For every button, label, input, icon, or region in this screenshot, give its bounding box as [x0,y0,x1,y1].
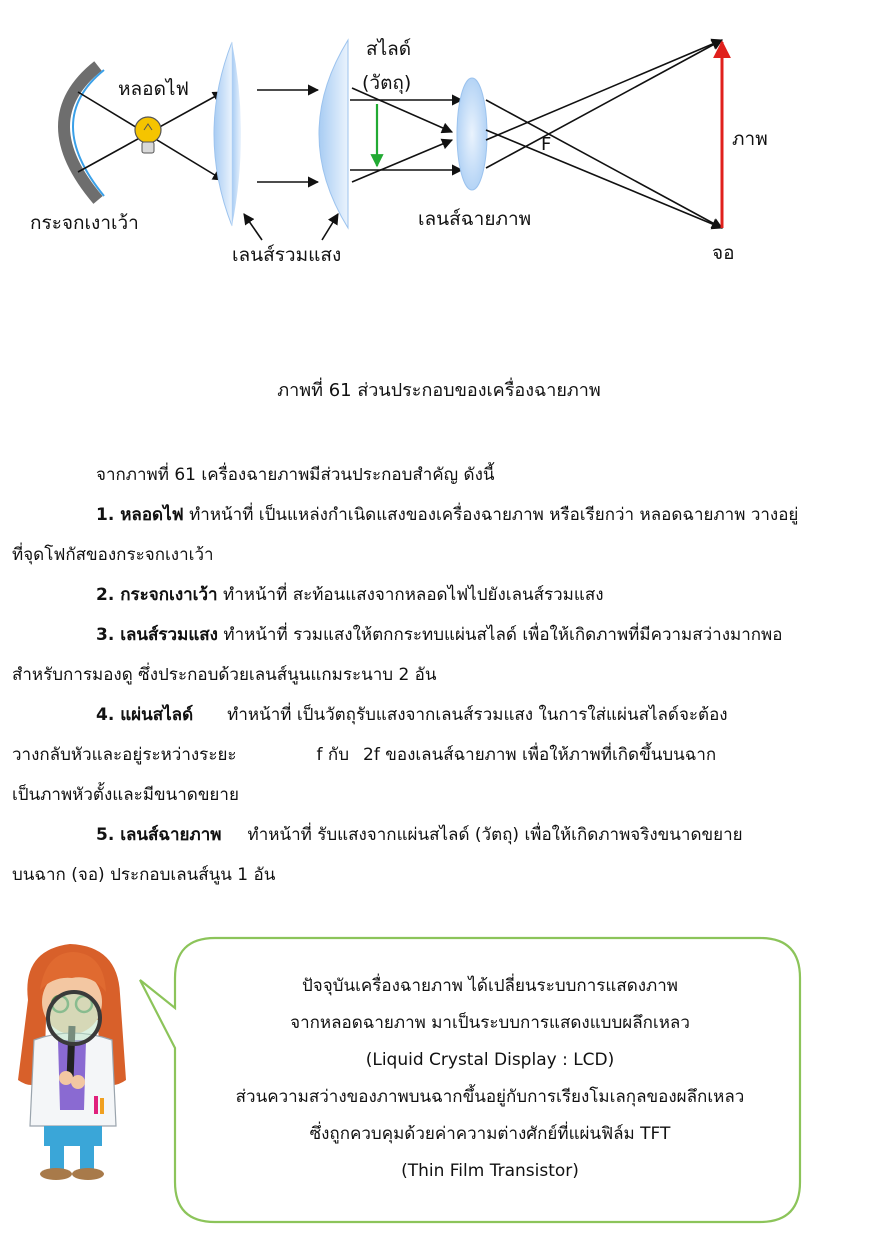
projector-diagram [0,0,878,330]
item-1 [12,495,874,535]
item-4-text-3: เป็นภาพหัวตั้งและมีขนาดขยาย [12,785,239,805]
mirror-label: กระจกเงาเว้า [30,212,139,234]
slide-rays [350,88,462,182]
note-line-2: จากหลอดฉายภาพ มาเป็นระบบการแสดงแบบผลึกเหลว [290,1013,690,1033]
image-label: ภาพ [732,128,768,150]
item-5-text: ทำหน้าที่ รับแสงจากแผ่นสไลด์ (วัตถุ) เพื่อให้เกิดภาพจริงขนาดขยาย [247,825,743,845]
note-line-5: ซึ่งถูกควบคุมด้วยค่าความต่างศักย์ที่แผ่นฟิล์ม TFT [309,1124,671,1144]
note-line-1: ปัจจุบันเครื่องฉายภาพ ได้เปลี่ยนระบบการแสดงภาพ [301,976,679,996]
item-1-text-2: ที่จุดโฟกัสของกระจกเงาเว้า [12,545,214,565]
note-text [185,968,795,1190]
item-1-text: ทำหน้าที่ เป็นแหล่งกำเนิดแสงของเครื่องฉายภาพ หรือเรียกว่า หลอดฉายภาพ วางอยู่ [183,505,799,525]
item-3-text: ทำหน้าที่ รวมแสงให้ตกกระทบแผ่นสไลด์ เพื่อให้เกิดภาพที่มีความสว่างมากพอ [217,625,783,645]
item-4-text: ทำหน้าที่ เป็นวัตถุรับแสงจากเลนส์รวมแสง ในการใส่แผ่นสไลด์จะต้อง [227,705,728,725]
condenser-rays [257,90,318,182]
condenser-lens-2 [319,40,348,228]
item-5-title: 5. เลนส์ฉายภาพ [96,825,222,845]
item-4 [12,695,874,735]
projection-lens [457,78,487,190]
item-2 [12,575,874,615]
scientist-girl-icon [18,944,126,1180]
screen-label: จอ [712,242,735,264]
lamp-label: หลอดไฟ [118,78,189,100]
concave-mirror [64,66,104,200]
item-4-title: 4. แผ่นสไลด์ [96,705,194,725]
slide-label: สไลด์ [366,38,412,60]
item-4-cont-2 [12,775,874,815]
intro-text: จากภาพที่ 61 เครื่องฉายภาพมีส่วนประกอบสำคัญ ดังนี้ [96,465,495,485]
item-1-title: 1. หลอดไฟ [96,505,184,525]
note-line-3: (Liquid Crystal Display : LCD) [365,1050,615,1070]
projection-rays [486,40,722,228]
intro-line [12,455,874,495]
item-5-cont [12,855,874,895]
item-4-text-2a: วางกลับหัวและอยู่ระหว่างระยะ [12,745,237,765]
item-2-title: 2. กระจกเงาเว้า [96,585,218,605]
projector-diagram-svg [0,0,878,330]
item-4-text-2c: 2f ของเลนส์ฉายภาพ เพื่อให้ภาพที่เกิดขึ้นบนฉาก [363,745,717,765]
condenser-pointer-arrows [244,214,338,240]
note-line-6: (Thin Film Transistor) [401,1161,579,1181]
item-3-title: 3. เลนส์รวมแสง [96,625,218,645]
item-1-cont [12,535,874,575]
item-4-text-2b: f กับ [316,745,350,765]
item-5-text-2: บนฉาก (จอ) ประกอบเลนส์นูน 1 อัน [12,865,276,885]
item-3-cont [12,655,874,695]
lamp-bulb-icon [135,117,161,153]
condenser-lens-1 [214,42,241,226]
body-text [12,455,874,895]
figure-caption: ภาพที่ 61 ส่วนประกอบของเครื่องฉายภาพ [277,380,601,401]
focal-point-label: F [541,134,552,155]
item-5 [12,815,874,855]
slide-object-label: (วัตถุ) [362,72,412,94]
note-line-4: ส่วนความสว่างของภาพบนฉากขึ้นอยู่กับการเรียงโมเลกุลของผลึกเหลว [235,1087,745,1107]
projection-lens-label: เลนส์ฉายภาพ [418,208,532,230]
item-3-text-2: สำหรับการมองดู ซึ่งประกอบด้วยเลนส์นูนแกมระนาบ 2 อัน [12,665,437,685]
item-2-text: ทำหน้าที่ สะท้อนแสงจากหลอดไฟไปยังเลนส์รวมแสง [217,585,604,605]
item-4-cont [12,735,874,775]
item-3 [12,615,874,655]
condenser-label: เลนส์รวมแสง [232,244,342,266]
